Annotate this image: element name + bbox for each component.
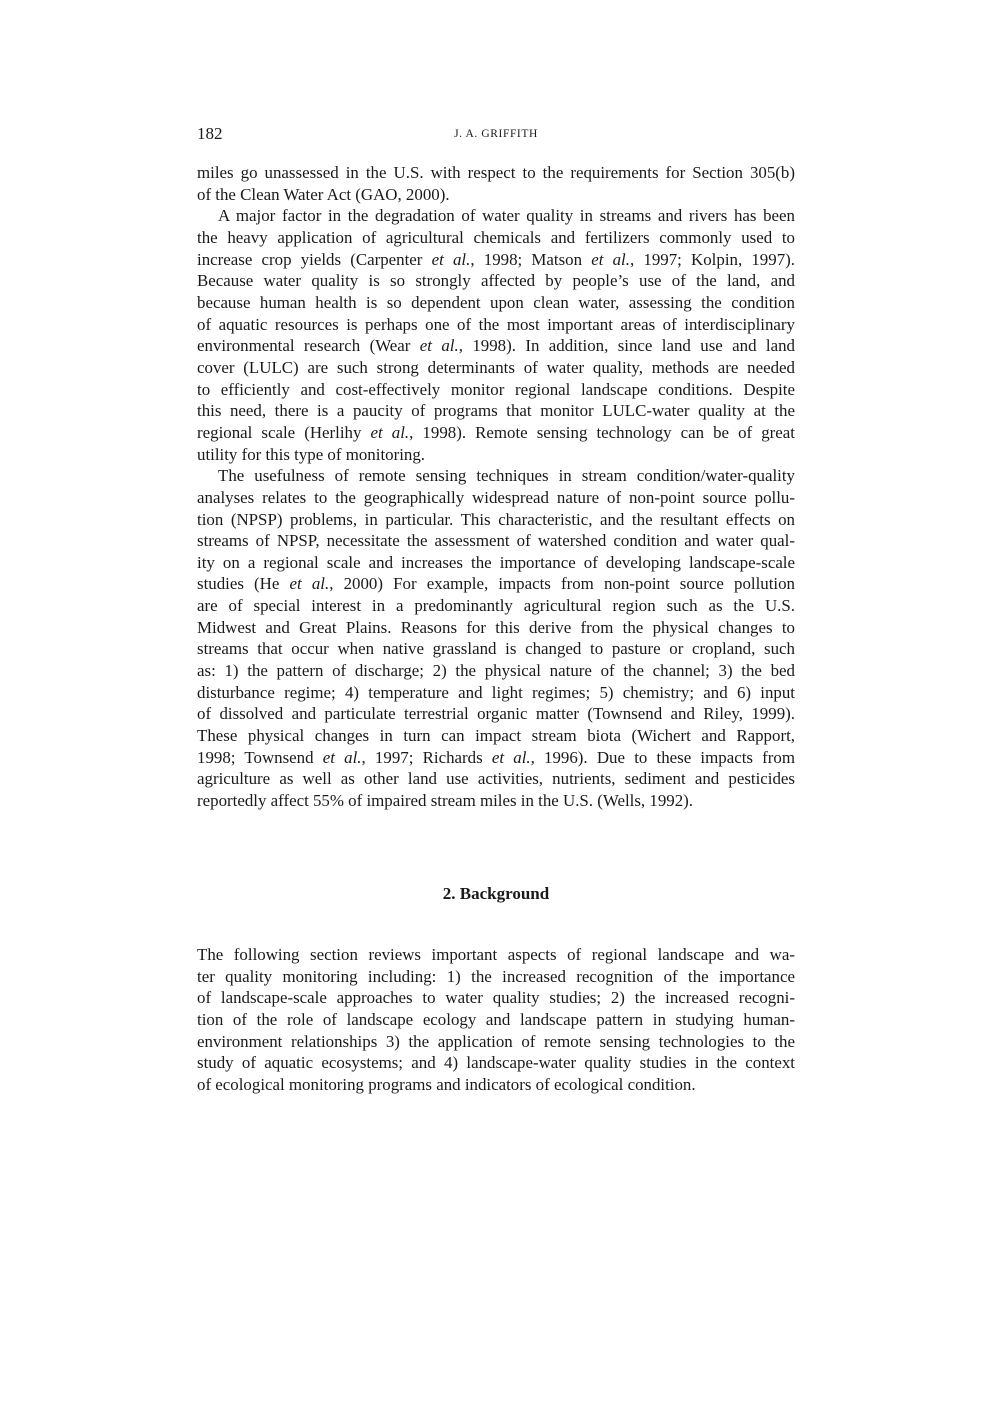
text-segment: the heavy application of agricultural chemicals and fertilizers commonly used to	[197, 227, 795, 247]
text-line	[197, 552, 795, 574]
text-segment: analyses relates to the geographically widespread nature of non-point source pollu-	[197, 487, 795, 507]
text-segment: of ecological monitoring programs and indicators of ecological condition.	[197, 1074, 696, 1094]
running-title: J. A. GRIFFITH	[454, 128, 538, 140]
text-segment: Midwest and Great Plains. Reasons for this derive from the physical changes to	[197, 617, 795, 637]
text-segment: , 1997; Kolpin, 1997).	[629, 249, 795, 269]
text-line	[197, 1031, 795, 1053]
body-text-intro	[197, 162, 795, 812]
text-segment: , 1997; Richards	[361, 747, 492, 767]
text-line	[197, 465, 795, 487]
text-line	[197, 400, 795, 422]
text-line	[197, 162, 795, 184]
text-line	[197, 682, 795, 704]
text-segment: environmental research (Wear	[197, 336, 420, 356]
text-line	[197, 357, 795, 379]
text-line	[197, 790, 795, 812]
text-segment: Because water quality is so strongly affected by people’s use of the land, and	[197, 271, 795, 291]
text-line	[197, 487, 795, 509]
page-number: 182	[197, 124, 223, 143]
text-line	[197, 227, 795, 249]
text-segment: ity on a regional scale and increases the importance of developing landscape-scale	[197, 552, 795, 572]
text-segment: The usefulness of remote sensing techniques in stream condition/water-quality	[218, 466, 795, 486]
text-segment: ter quality monitoring including: 1) the increased recognition of the importance	[197, 966, 795, 986]
text-line	[197, 1009, 795, 1031]
text-line	[197, 987, 795, 1009]
text-segment: streams of NPSP, necessitate the assessment of watershed condition and water qual-	[197, 531, 795, 551]
italic-text: et al.	[591, 249, 630, 269]
text-segment: , 1998). Remote sensing technology can be of great	[409, 422, 795, 442]
text-line	[197, 768, 795, 790]
text-segment: cover (LULC) are such strong determinants of water quality, methods are needed	[197, 357, 795, 377]
italic-text: et al.	[431, 249, 471, 269]
text-segment: study of aquatic ecosystems; and 4) landscape-water quality studies in the context	[197, 1053, 795, 1073]
text-segment: as: 1) the pattern of discharge; 2) the physical nature of the channel; 3) the bed	[197, 661, 795, 681]
text-segment: environment relationships 3) the application of remote sensing technologies to the	[197, 1031, 795, 1051]
running-head	[197, 124, 795, 146]
text-line	[197, 660, 795, 682]
text-segment: miles go unassessed in the U.S. with respect to the requirements for Section 305(b)	[197, 163, 795, 182]
text-segment: studies (He	[197, 574, 290, 594]
paragraph	[197, 162, 795, 205]
italic-text: et al.	[419, 336, 459, 356]
text-segment: reportedly affect 55% of impaired stream miles in the U.S. (Wells, 1992).	[197, 791, 693, 811]
paragraph	[197, 465, 795, 812]
text-segment: agriculture as well as other land use activities, nutrients, sediment and pesticides	[197, 769, 795, 789]
text-line	[197, 292, 795, 314]
text-line	[197, 335, 795, 357]
paragraph	[197, 205, 795, 465]
text-line	[197, 379, 795, 401]
text-segment: of the Clean Water Act (GAO, 2000).	[197, 184, 450, 204]
text-line	[197, 944, 795, 966]
text-line	[197, 270, 795, 292]
text-segment: tion (NPSP) problems, in particular. This characteristic, and the resultant effects on	[197, 509, 795, 529]
text-segment: regional scale (Herlihy	[197, 422, 371, 442]
text-segment: , 2000) For example, impacts from non-point source pollution	[329, 574, 796, 594]
text-segment: 1998; Townsend	[197, 747, 323, 767]
section-heading: 2. Background	[442, 884, 550, 903]
text-line	[197, 1074, 795, 1096]
text-line	[197, 314, 795, 336]
text-line	[197, 703, 795, 725]
text-line	[197, 617, 795, 639]
text-line	[197, 573, 795, 595]
text-segment: A major factor in the degradation of water quality in streams and rivers has been	[218, 206, 795, 226]
text-segment: of aquatic resources is perhaps one of the most important areas of interdisciplinary	[197, 314, 795, 334]
text-line	[197, 725, 795, 747]
text-line	[197, 747, 795, 769]
text-line	[197, 1052, 795, 1074]
text-segment: increase crop yields (Carpenter	[197, 249, 432, 269]
text-segment: this need, there is a paucity of programs that monitor LULC-water quality at the	[197, 401, 795, 421]
text-segment: , 1998). In addition, since land use and land	[458, 336, 795, 356]
text-segment: These physical changes in turn can impact stream biota (Wichert and Rapport,	[197, 726, 795, 746]
text-line	[197, 530, 795, 552]
text-line	[197, 595, 795, 617]
text-segment: to efficiently and cost-effectively monitor regional landscape conditions. Despite	[197, 379, 795, 399]
text-line	[197, 422, 795, 444]
body-text-background	[197, 944, 795, 1096]
text-segment: of dissolved and particulate terrestrial organic matter (Townsend and Riley, 1999).	[197, 704, 795, 724]
text-line	[197, 205, 795, 227]
text-segment: utility for this type of monitoring.	[197, 444, 426, 464]
text-line	[197, 638, 795, 660]
text-segment: , 1998; Matson	[470, 249, 592, 269]
text-line	[197, 249, 795, 271]
text-segment: of landscape-scale approaches to water quality studies; 2) the increased recogni-	[197, 988, 795, 1008]
text-segment: tion of the role of landscape ecology and landscape pattern in studying human-	[197, 1009, 795, 1029]
paragraph	[197, 944, 795, 1096]
italic-text: et al.	[491, 747, 531, 767]
text-segment: streams that occur when native grassland is changed to pasture or cropland, such	[197, 639, 795, 659]
italic-text: et al.	[289, 574, 330, 594]
italic-text: et al.	[370, 422, 410, 442]
italic-text: et al.	[322, 747, 362, 767]
text-segment: disturbance regime; 4) temperature and light regimes; 5) chemistry; and 6) input	[197, 682, 795, 702]
text-segment: because human health is so dependent upon clean water, assessing the condition	[197, 292, 795, 312]
text-line	[197, 444, 795, 466]
text-line	[197, 966, 795, 988]
text-line	[197, 509, 795, 531]
text-segment: are of special interest in a predominantly agricultural region such as the U.S.	[197, 596, 795, 616]
text-segment: The following section reviews important aspects of regional landscape and wa-	[197, 945, 795, 964]
text-segment: , 1996). Due to these impacts from	[530, 747, 795, 767]
text-line	[197, 184, 795, 206]
